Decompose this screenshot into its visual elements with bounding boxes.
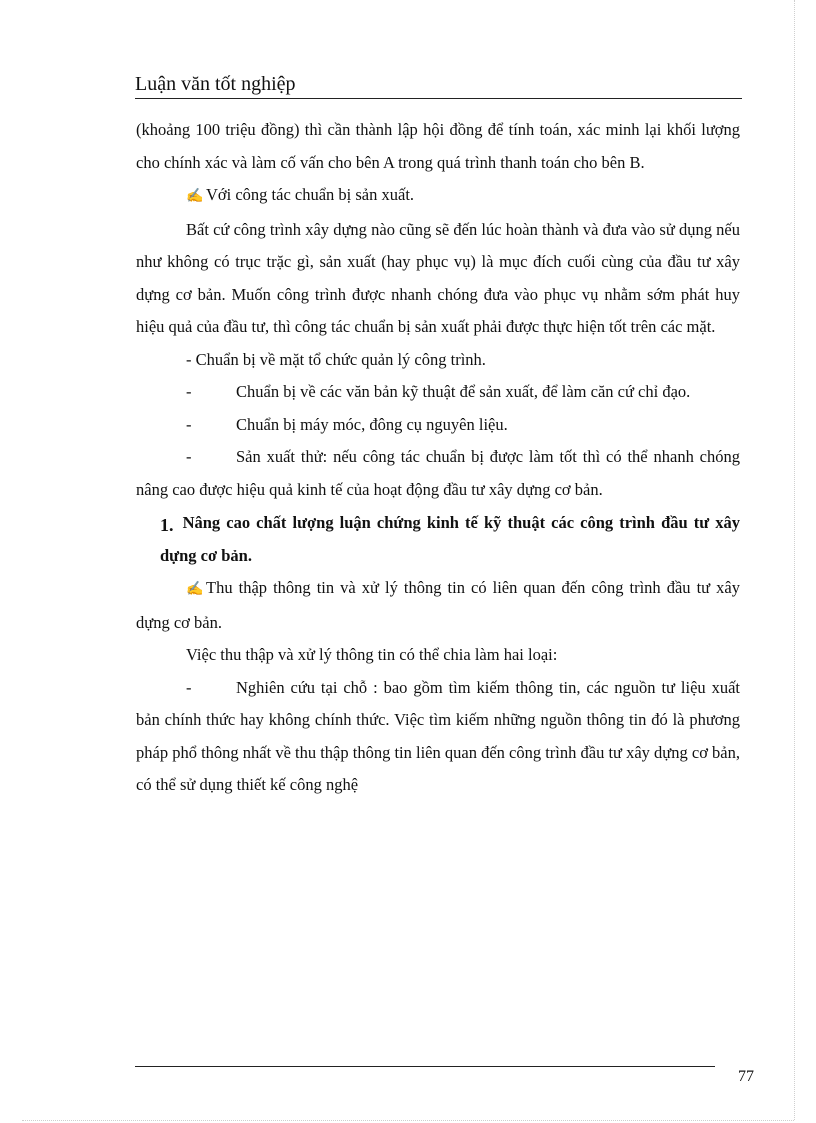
paragraph: Việc thu thập và xử lý thông tin có thể chia làm hai loại: xyxy=(186,645,558,664)
list-item-text: Chuẩn bị về các văn bản kỹ thuật để sản xuất, để làm căn cứ chỉ đạo. xyxy=(236,382,691,401)
body-text xyxy=(136,114,740,802)
dash-marker: - xyxy=(186,447,192,466)
page-border-bottom xyxy=(22,1120,794,1121)
writing-hand-icon: ✍ xyxy=(186,189,204,204)
list-item xyxy=(136,409,740,442)
paragraph-text: Với công tác chuẩn bị sản xuất. xyxy=(206,185,415,204)
page-number: 77 xyxy=(738,1068,754,1085)
paragraph: Bất cứ công trình xây dựng nào cũng sẽ đến lúc hoàn thành và đưa vào sử dụng nếu như không có trục trặc gì, sản xuất (hay phục vụ) là mục đích cuối cùng của đầu tư xây dựng cơ bản. Muốn công trình được nhanh chóng đưa vào phục vụ nhằm sớm phát huy hiệu quả của đầu tư, thì công tác chuẩn bị sản xuất phải được thực hiện tốt trên các mặt. xyxy=(136,219,740,336)
heading-text: Nâng cao chất lượng luận chứng kinh tế kỹ thuật các công trình đầu tư xây dựng cơ bản. xyxy=(160,513,741,565)
page-border-right xyxy=(794,0,795,1120)
paragraph: (khoảng 100 triệu đồng) thì cần thành lập hội đồng để tính toán, xác minh lại khối lượng cho chính xác và làm cố vấn cho bên A trong quá trình thanh toán cho bên B. xyxy=(136,120,740,172)
list-item-text: Nghiên cứu tại chỗ : bao gồm tìm kiếm thông tin, các nguồn tư liệu xuất bản chính thức hay không chính thức. Việc tìm kiếm những nguồn thông tin đó là phương pháp phổ thông nhất về thu thập thông tin liên quan đến công trình đầu tư xây dựng cơ bản, có thể sử dụng thiết kế công nghệ xyxy=(136,677,740,794)
dash-marker: - xyxy=(186,414,192,434)
dash-marker: - xyxy=(186,382,192,401)
list-item-text: Sản xuất thử: nếu công tác chuẩn bị được làm tốt thì có thể nhanh chóng nâng cao được hiệu quả kinh tế của hoạt động đầu tư xây dựng cơ bản. xyxy=(136,447,740,499)
heading-number: 1. xyxy=(160,515,174,535)
paragraph-text: Thu thập thông tin và xử lý thông tin có liên quan đến công trình đầu tư xây dựng cơ bản. xyxy=(136,578,740,632)
list-item xyxy=(136,376,740,409)
writing-hand-icon: ✍ xyxy=(186,582,204,597)
bullet-paragraph xyxy=(136,572,740,639)
list-item-text: Chuẩn bị máy móc, đông cụ nguyên liệu. xyxy=(236,414,508,434)
list-item xyxy=(136,672,740,802)
list-item xyxy=(136,441,740,506)
section-heading xyxy=(160,506,740,572)
footer-divider xyxy=(135,1066,715,1067)
bullet-paragraph xyxy=(136,179,740,214)
running-header: Luận văn tốt nghiệp xyxy=(135,72,742,99)
list-item: - Chuẩn bị về mặt tổ chức quản lý công trình. xyxy=(186,349,486,369)
dash-marker: - xyxy=(186,677,192,697)
